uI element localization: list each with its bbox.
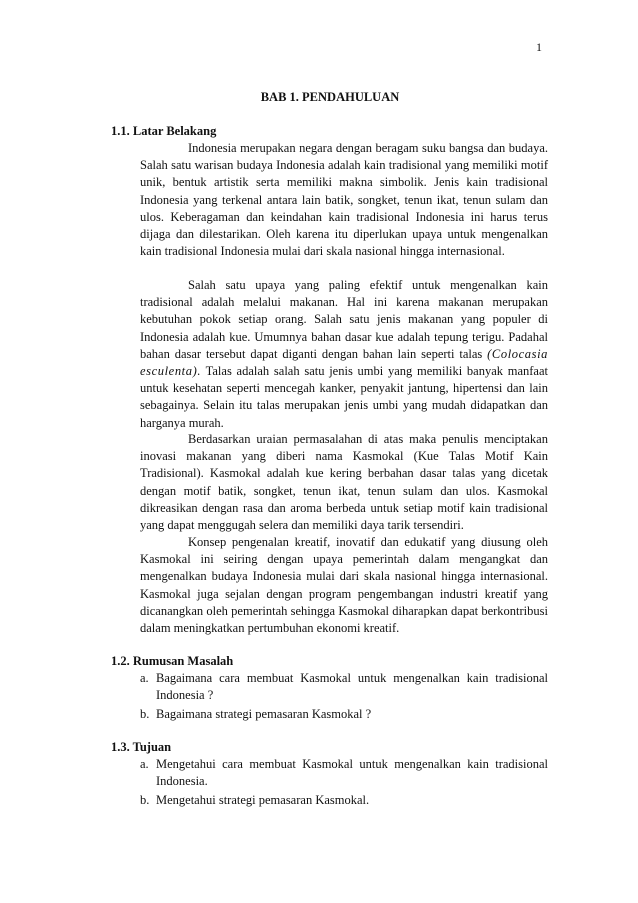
list-item-text: Mengetahui strategi pemasaran Kasmokal. — [156, 793, 370, 808]
page-number: 1 — [536, 40, 542, 54]
list-item — [140, 792, 548, 809]
paragraph-2-text-end: Talas adalah salah satu jenis umbi yang memiliki banyak manfaat untuk kesehatan seperti mencegah kanker, penyakit jantung, hipertensi dan lain sebagainya. Selain itu talas merupakan jenis umbi yang mudah didapatkan dan harganya murah. — [140, 364, 548, 430]
paragraph-2 — [140, 277, 548, 432]
tujuan-list — [140, 756, 548, 812]
paragraph-4: Konsep pengenalan kreatif, inovatif dan edukatif yang diusung oleh Kasmokal ini seiring dengan upaya pemerintah dalam mengangkat dan mengenalkan budaya Indonesia mulai dari skala nasional hingga internasional. Kasmokal juga sejalan dengan program pengembangan industri kreatif yang dicanangkan oleh pemerintah sehingga Kasmokal diharapkan dapat berkontribusi dalam meningkatkan pertumbuhan ekonomi kreatif. — [140, 535, 548, 636]
list-marker: b. — [140, 707, 150, 722]
scientific-name: (Colocasia esculenta). — [140, 346, 548, 379]
section-heading-latar-belakang: 1.1. Latar Belakang — [111, 124, 217, 138]
list-item — [140, 756, 548, 790]
list-item-text: Mengetahui cara membuat Kasmokal untuk mengenalkan kain tradisional Indonesia. — [156, 757, 548, 789]
chapter-title: BAB 1. PENDAHULUAN — [260, 90, 400, 104]
paragraph-3: Berdasarkan uraian permasalahan di atas maka penulis menciptakan inovasi makanan yang diberi nama Kasmokal (Kue Talas Motif Kain Tradisional). Kasmokal adalah kue kering berbahan dasar talas yang dicetak dengan motif batik, songket, tenun ikat, tenun sulam dan ulos. Kasmokal dikreasikan dengan rasa dan aroma berbeda untuk setiap motif kain tradisional yang dapat menggugah selera dan memiliki daya tarik tersendiri. — [140, 432, 548, 533]
list-item-text: Bagaimana cara membuat Kasmokal untuk mengenalkan kain tradisional Indonesia ? — [156, 671, 548, 703]
section-heading-tujuan: 1.3. Tujuan — [111, 740, 172, 754]
list-marker: b. — [140, 793, 150, 808]
section-heading-rumusan-masalah: 1.2. Rumusan Masalah — [111, 654, 234, 668]
list-item-text: Bagaimana strategi pemasaran Kasmokal ? — [156, 707, 372, 722]
rumusan-masalah-list — [140, 670, 548, 726]
list-marker: a. — [140, 757, 149, 771]
paragraph-1: Indonesia merupakan negara dengan beragam suku bangsa dan budaya. Salah satu warisan budaya Indonesia adalah kain tradisional yang memiliki motif unik, bentuk artistik serta memiliki makna simbolik. Jenis kain tradisional Indonesia yang terkenal antara lain batik, songket, tenun ikat, tenun sulam dan ulos. Keberagaman dan keindahan kain tradisional Indonesia ini harus terus dijaga dan dilestarikan. Oleh karena itu diperlukan upaya untuk mengenalkan kain tradisional Indonesia mulai dari skala nasional hingga internasional. — [140, 141, 548, 259]
paragraph-2-text-start: Salah satu upaya yang paling efektif untuk mengenalkan kain tradisional adalah melalui makanan. Hal ini karena makanan merupakan kebutuhan pokok setiap orang. Salah satu jenis makanan yang populer di Indonesia adalah kue. Umumnya bahan dasar kue adalah tepung terigu. Padahal bahan dasar tersebut dapat diganti dengan bahan lain seperti talas — [140, 278, 548, 361]
list-item — [140, 670, 548, 704]
list-item — [140, 706, 548, 723]
list-marker: a. — [140, 671, 149, 685]
